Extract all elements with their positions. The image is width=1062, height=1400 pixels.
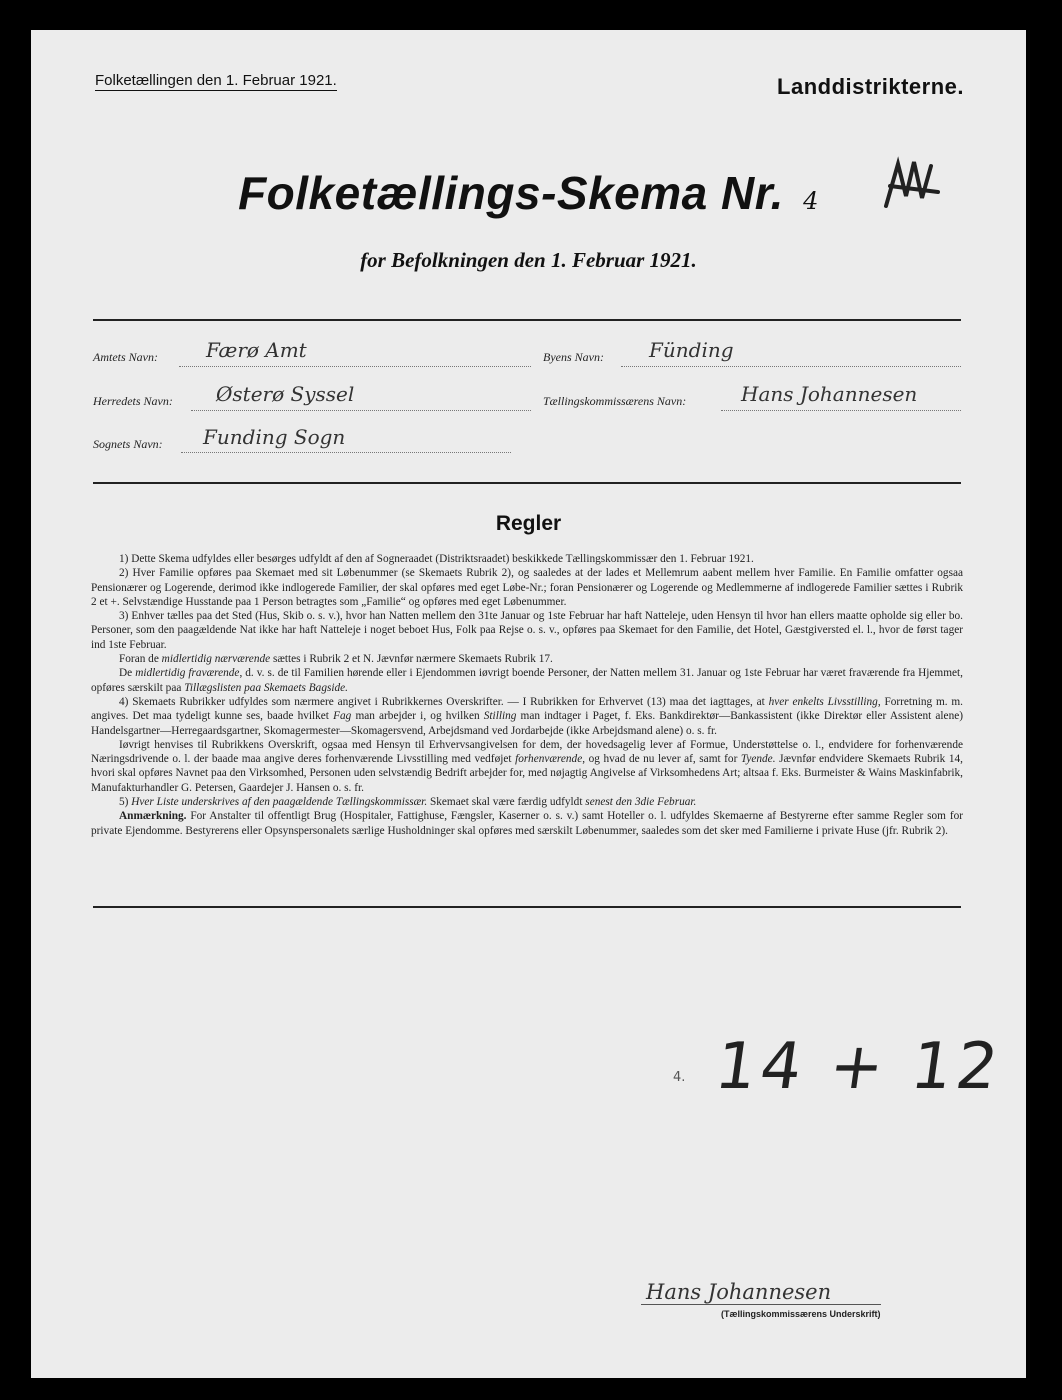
form-subtitle: for Befolkningen den 1. Februar 1921. (360, 248, 697, 272)
divider-top (93, 319, 961, 321)
form-title-text: Folketællings-Skema Nr. (238, 167, 784, 219)
byens-value: Fünding (649, 338, 734, 362)
kommissaer-line (721, 410, 961, 411)
census-form-page (31, 30, 1026, 1378)
form-title (31, 166, 1026, 220)
rules-heading: Regler (495, 512, 562, 535)
rule-4: 4) Skemaets Rubrikker udfyldes som nærmere angivet i Rubrikkernes Overskrifter. — I Rubrikken for Erhvervet (13) maa det iagttages, at hver enkelts Livsstilling, Forretning m. m. angives. Det maa tydeligt kunne ses, baade hvilket Fag man arbejder i, og hvilken Stilling man indtager i Paget, f. Eks. Bankdirektør—Bankassistent (ikke Direktør eller Assistent alene) Handelsgartner—Herregaardsgartner, Skomagermester—Skomagersvend, Arbejdsmand ved Jordarbejde (ikke Arbejdsmand alene) o. s. fr. (91, 695, 963, 737)
district-type-header: Landdistrikterne. (777, 74, 964, 99)
divider-bottom (93, 906, 961, 908)
sogn-label: Sognets Navn: (93, 437, 163, 451)
field-sogn (93, 435, 163, 453)
rule-4-further: Iøvrigt henvises til Rubrikkens Overskrift, ogsaa med Hensyn til Erhvervsangivelsen for dem, der hovedsagelig lever af Formue, Understøttelse o. l., endvidere for forhenværende Næringsdrivende o. l. der baade maa angive deres forhenværende Livsstilling med vedføjet forhenværende, og hvad de nu lever af, samt for Tyende. Jævnfør endvidere Skemaets Rubrik 14, hvori skal opføres Navnet paa den Virksomhed, Personen uden selvstændig Bedrift arbejder for, med nøjagtig Angivelse af Virksomhedens Art; altsaa f. Eks. Burmeister & Wains Maskinfabrik, Manufakturhandler G. Petersen, Gaardejer J. Hansen o. s. fr. (91, 738, 963, 794)
signature-line (641, 1304, 881, 1305)
byens-label: Byens Navn: (543, 350, 604, 364)
kommissaer-value: Hans Johannesen (741, 382, 918, 406)
rule-3-absent: De midlertidig fraværende, d. v. s. de til Familien hørende eller i Ejendommen iøvrigt boende Personer, der Natten mellem 31. Januar og 1ste Februar har været fraværende fra Hjemmet, opføres særskilt paa Tillægslisten paa Skemaets Bagside. (91, 667, 963, 694)
handwritten-small-mark: 4. (673, 1070, 686, 1085)
amt-line (179, 366, 531, 367)
field-byens (543, 348, 604, 366)
field-herred (93, 392, 173, 410)
sogn-value: Funding Sogn (203, 425, 346, 449)
amt-value: Færø Amt (206, 338, 307, 362)
rule-2: 2) Hver Familie opføres paa Skemaet med sit Løbenummer (se Skemaets Rubrik 2), og saaledes at der lades et Mellemrum aabent mellem hver Familie. En Familie omfatter ogsaa Pensionærer og Logerende, derimod ikke indlogerede Familier, der skal opføres med eget Løbe-Nr.; foran Pensionærer og Logerende og Medlemmerne af indlogerede Familier sættes i Rubrik 2 et +. Selvstændige Husstande paa 1 Person betragtes som „Familie“ og opføres med eget Løbenummer. (91, 567, 963, 608)
byens-line (621, 366, 961, 367)
census-date-header: Folketællingen den 1. Februar 1921. (95, 72, 337, 89)
handwritten-scribble-mark (876, 156, 946, 216)
herred-label: Herredets Navn: (93, 394, 173, 408)
rule-remark: Anmærkning. For Anstalter til offentligt Brug (Hospitaler, Fattighuse, Fængsler, Kaserner o. s. v.) samt Hoteller o. l. udfyldes Skemaerne af Bestyrerne efter samme Regler som for private Ejendomme. Bestyrerens eller Opsynspersonalets særlige Husholdninger skal opføres med særskilt Løbenummer, saaledes som det sker med Familierne i private Huse (jfr. Rubrik 2). (91, 810, 963, 837)
handwritten-form-number: 4 (803, 187, 819, 215)
herred-line (191, 410, 531, 411)
field-amt (93, 348, 158, 366)
kommissaer-label: Tællingskommissærens Navn: (543, 394, 687, 408)
signature-handwritten: Hans Johannesen (646, 1280, 832, 1304)
signature-caption: (Tællingskommissærens Underskrift) (721, 1309, 881, 1319)
divider-middle (93, 482, 961, 484)
amt-label: Amtets Navn: (93, 350, 158, 364)
sogn-line (181, 452, 511, 453)
rule-3: 3) Enhver tælles paa det Sted (Hus, Skib o. s. v.), hvor han Natten mellem den 31te Januar og 1ste Februar har haft Natteleje, uden Hensyn til hvor han ellers maatte opholde sig eller bo. Personer, som den paagældende Nat ikke har haft Natteleje i noget beboet Hus, Folk paa Rejse o. s. v., opføres paa Skemaet for den Familie, det Hotel, Gæstgiversted el. l., hvor de først tager ind 1ste Februar. (91, 610, 963, 651)
handwritten-count: 14 + 12 (710, 1030, 1007, 1104)
field-kommissaer (543, 392, 686, 410)
rule-1: 1) Dette Skema udfyldes eller besørges udfyldt af den af Sogneraadet (Distriktsraadet) beskikkede Tællingskommissær den 1. Februar 1921. (119, 553, 754, 565)
rule-3-present: Foran de midlertidig nærværende sættes i Rubrik 2 et N. Jævnfør nærmere Skemaets Rubrik 17. (119, 653, 553, 666)
rules-body (91, 552, 963, 838)
rule-5: 5) Hver Liste underskrives af den paagældende Tællingskommissær. Skemaet skal være færdig udfyldt senest den 3die Februar. (119, 796, 697, 809)
herred-value: Østerø Syssel (216, 382, 355, 406)
